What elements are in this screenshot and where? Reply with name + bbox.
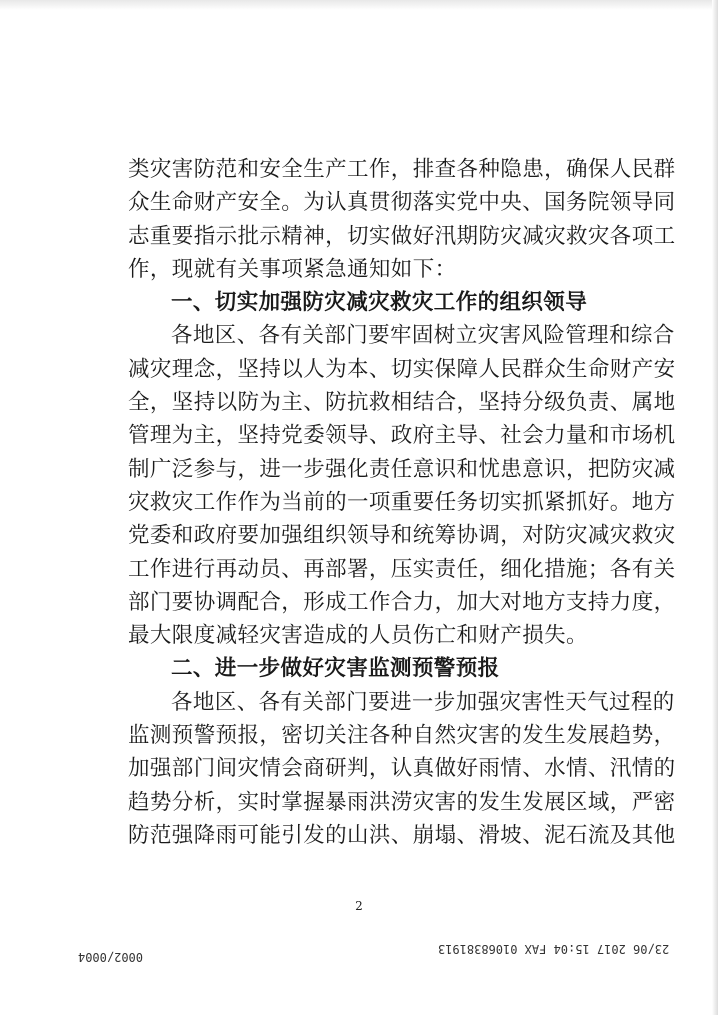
body-line: 工作进行再动员、再部署，压实责任，细化措施；各有关 [128,556,676,582]
body-line: 众生命财产安全。为认真贯彻落实党中央、国务院领导同 [128,190,676,216]
document-body [128,153,676,852]
section-heading-2: 二、进一步做好灾害监测预警预报 [171,656,500,682]
body-line: 灾救灾工作作为当前的一项重要任务切实抓紧抓好。地方 [128,489,676,515]
scan-edge-right [712,0,718,1015]
fax-footer [0,942,718,972]
body-line: 减灾理念，坚持以人为本、切实保障人民群众生命财产安 [128,356,676,382]
body-line: 监测预警预报，密切关注各种自然灾害的发生发展趋势， [128,723,676,749]
page-number: 2 [355,899,363,913]
body-line: 类灾害防范和安全生产工作，排查各种隐患，确保人民群 [128,157,676,182]
fax-transmission-header: 23/06 2017 15:04 FAX 01068381913 [438,942,670,956]
scan-edge-top [0,0,718,10]
body-line: 部门要协调配合，形成工作合力，加大对地方支持力度， [128,589,676,615]
body-line: 各地区、各有关部门要牢固树立灾害风险管理和综合 [171,323,675,349]
body-line: 全，坚持以防为主、防抗救相结合，坚持分级负责、属地 [128,390,676,416]
body-line: 党委和政府要加强组织领导和统筹协调，对防灾减灾救灾 [128,523,676,549]
body-line: 志重要指示批示精神，切实做好汛期防灾减灾救灾各项工 [128,223,676,249]
body-line: 制广泛参与，进一步强化责任意识和忧患意识，把防灾减 [128,456,676,482]
body-line: 防范强降雨可能引发的山洪、崩塌、滑坡、泥石流及其他 [128,822,676,848]
body-line: 作，现就有关事项紧急通知如下： [128,256,457,282]
body-line: 最大限度减轻灾害造成的人员伤亡和财产损失。 [128,623,588,649]
section-heading-1: 一、切实加强防灾减灾救灾工作的组织领导 [171,290,588,316]
body-line: 各地区、各有关部门要进一步加强灾害性天气过程的 [171,689,675,715]
fax-page-counter: 0002/0004 [78,950,144,964]
body-line: 管理为主，坚持党委领导、政府主导、社会力量和市场机 [128,423,676,449]
body-line: 加强部门间灾情会商研判，认真做好雨情、水情、汛情的 [128,756,676,782]
body-line: 趋势分析，实时掌握暴雨洪涝灾害的发生发展区域，严密 [128,789,676,815]
